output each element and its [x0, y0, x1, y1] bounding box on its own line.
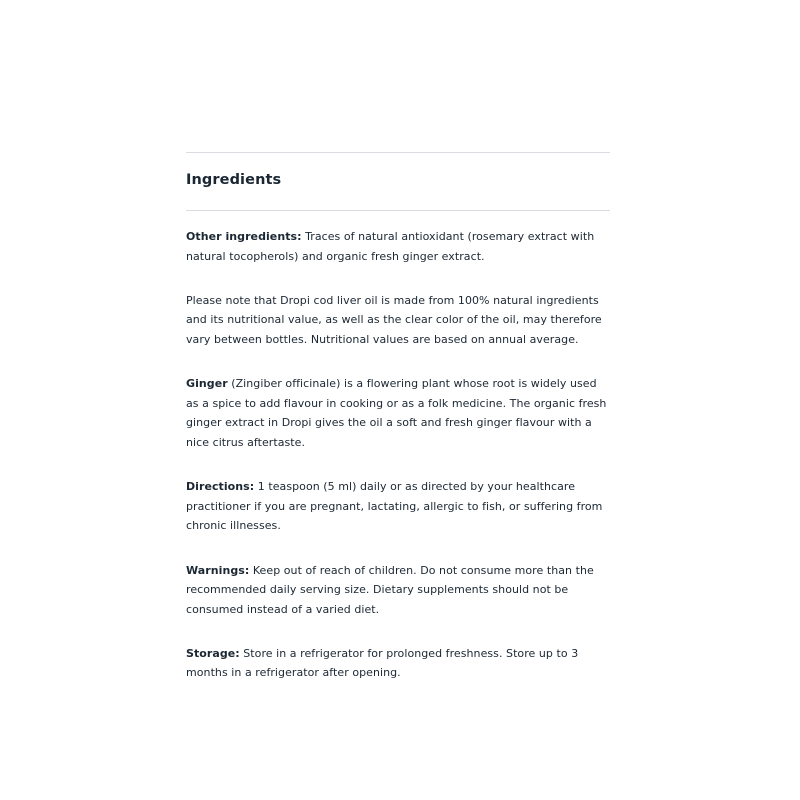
paragraph-text: (Zingiber officinale) is a flowering plant whose root is widely used as a spice to add flavour in cooking or as a folk medicine. The organic fresh ginger extract in Dropi gives the oil a soft and fresh ginger flavour with a nice citrus aftertaste. — [186, 377, 607, 449]
paragraph-label: Ginger — [186, 377, 228, 391]
section-title: Ingredients — [186, 172, 282, 188]
note-paragraph — [186, 291, 610, 350]
paragraph-label: Directions: — [186, 480, 255, 494]
directions-paragraph — [186, 477, 610, 536]
other-ingredients-paragraph — [186, 227, 610, 266]
paragraph-label: Other ingredients: — [186, 230, 302, 243]
paragraph-text: 1 teaspoon (5 ml) daily or as directed by your healthcare practitioner if you are pregnant, lactating, allergic to fish, or suffering from chronic illnesses. — [186, 480, 603, 533]
ingredients-content — [186, 211, 610, 683]
paragraph-label: Storage: — [186, 646, 240, 660]
paragraph-text: Store in a refrigerator for prolonged freshness. Store up to 3 months in a refrigerator after opening. — [186, 646, 579, 680]
storage-paragraph — [186, 644, 610, 683]
paragraph-text: Please note that Dropi cod liver oil is made from 100% natural ingredients and its nutritional value, as well as the clear color of the oil, may therefore vary between bottles. Nutritional values are based on annual average. — [186, 293, 602, 346]
paragraph-label: Warnings: — [186, 563, 250, 577]
paragraph-text: Keep out of reach of children. Do not consume more than the recommended daily serving size. Dietary supplements should not be consumed instead of a varied diet. — [186, 563, 594, 616]
warnings-paragraph — [186, 561, 610, 620]
ginger-paragraph — [186, 374, 610, 452]
ingredients-panel — [186, 152, 610, 708]
paragraph-text: Traces of natural antioxidant (rosemary extract with natural tocopherols) and organic fresh ginger extract. — [186, 230, 595, 263]
top-divider — [186, 152, 610, 153]
